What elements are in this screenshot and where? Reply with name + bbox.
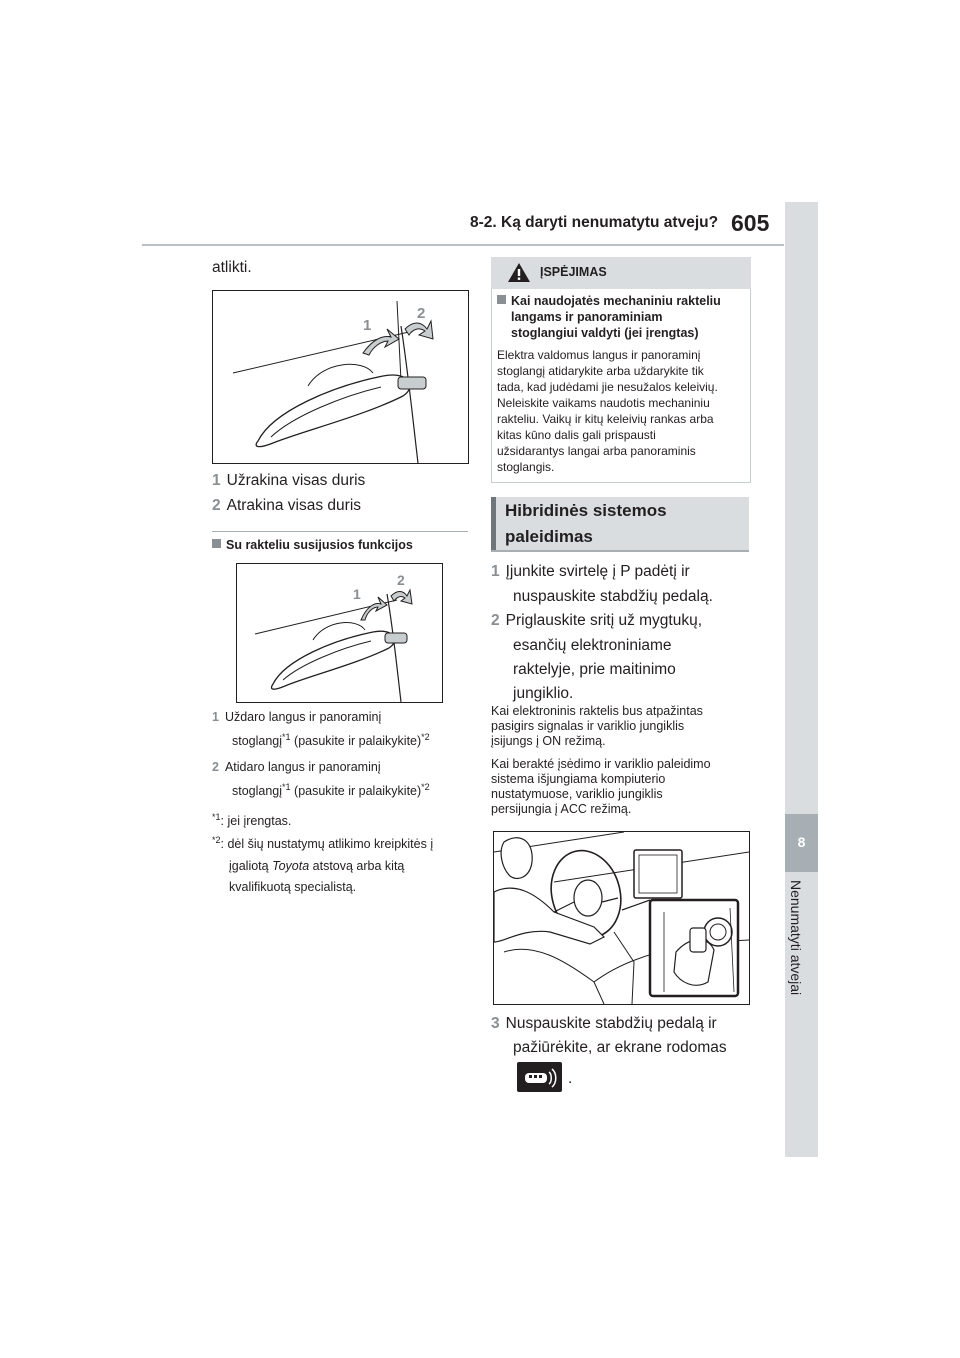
side-tab-strip [785,202,818,1157]
step-continuation: pažiūrėkite, ar ekrane rodomas [513,1039,727,1056]
list-item: 2 Atidaro langus ir panoraminį [212,760,381,774]
list-item-continuation: stoglangį$^{*1}$ (pasukite ir palaikykite)$^{*2}$ [232,781,430,798]
list-item: 1 Uždaro langus ir panoraminį [212,710,382,724]
warning-icon [507,262,531,283]
step-end-punctuation: . [568,1070,573,1087]
door-handle-figure-2 [236,563,443,703]
engine-start-illustration [494,832,749,1004]
door-handle-illustration-1 [213,291,468,463]
note-text: Kai elektroninis raktelis bus atpažintas pasigirs signalas ir variklio jungiklis įsijungs į ON režimą. [491,704,703,748]
subheading-rule [212,531,468,532]
figure-label-1: 1 [353,586,361,602]
warning-heading: Kai naudojatės mechaniniu rakteliu langams ir panoraminiam stoglangiui valdyti (jei įrengtas) [497,293,747,341]
warning-title: ĮSPĖJIMAS [540,265,607,279]
key-indicator-icon [517,1062,562,1092]
figure-label-2: 2 [417,305,426,322]
page-number: 605 [731,210,770,236]
footnote-continuation: įgaliotą Toyota atstovą arba kitą [229,859,405,873]
door-handle-illustration-2 [237,564,442,702]
figure-label-1: 1 [363,317,372,334]
footnote-continuation: kvalifikuotą specialistą. [229,880,357,894]
header-rule [142,244,784,246]
engine-start-figure [493,831,750,1005]
square-bullet-icon [212,539,221,548]
chapter-number: 8 [797,834,806,850]
step-continuation: nuspauskite stabdžių pedalą. [513,588,713,605]
subheading: Su rakteliu susijusios funkcijos [212,538,413,552]
step-item: 3 Nuspauskite stabdžių pedalą ir [491,1015,717,1032]
list-item-continuation: stoglangį$^{*1}$ (pasukite ir palaikykite)$^{*2}$ [232,731,430,748]
section-heading-rule [491,550,749,552]
square-bullet-icon [497,295,506,304]
step-continuation: jungiklio. [513,685,574,702]
section-header: 8-2. Ką daryti nenumatytu atveju? [470,214,719,231]
intro-text: atlikti. [212,259,252,276]
electronic-key-icon [517,1062,562,1092]
footnote: $^{*2}$: dėl šių nustatymų atlikimo kreipkitės į [212,834,434,851]
warning-body: Elektra valdomus langus ir panoraminį stoglangį atidarykite arba uždarykite tik tada, kad judėdami jie nesužalos keleivių. Neleiskite vaikams naudotis mechaniniu rakteliu. Vaikų ir kitų keleivių rankas arba kitas kūno dalis gali prispausti užsidarantys langai arba panoraminis stoglangis. [497,348,718,474]
door-handle-figure-1 [212,290,469,464]
figure-label-2: 2 [397,572,405,588]
note-text: Kai berakté įsėdimo ir variklio paleidimo sistema išjungiama kompiuterio nustatymuose, variklio jungiklis persijungia į ACC režimą. [491,757,711,816]
footnote: $^{*1}$: jei įrengtas. [212,811,292,828]
chapter-label: Nenumatyti atvejai [788,880,804,996]
step-continuation: raktelyje, prie maitinimo [513,661,676,678]
step-continuation: esančių elektroniniame [513,637,672,654]
step-item: 1 Įjunkite svirtelę į P padėtį ir [491,563,690,580]
list-item: 2 Atrakina visas duris [212,497,362,514]
list-item: 1 Užrakina visas duris [212,472,366,489]
step-item: 2 Priglauskite sritį už mygtukų, [491,612,703,629]
section-heading: Hibridinės sistemos paleidimas [505,501,667,546]
